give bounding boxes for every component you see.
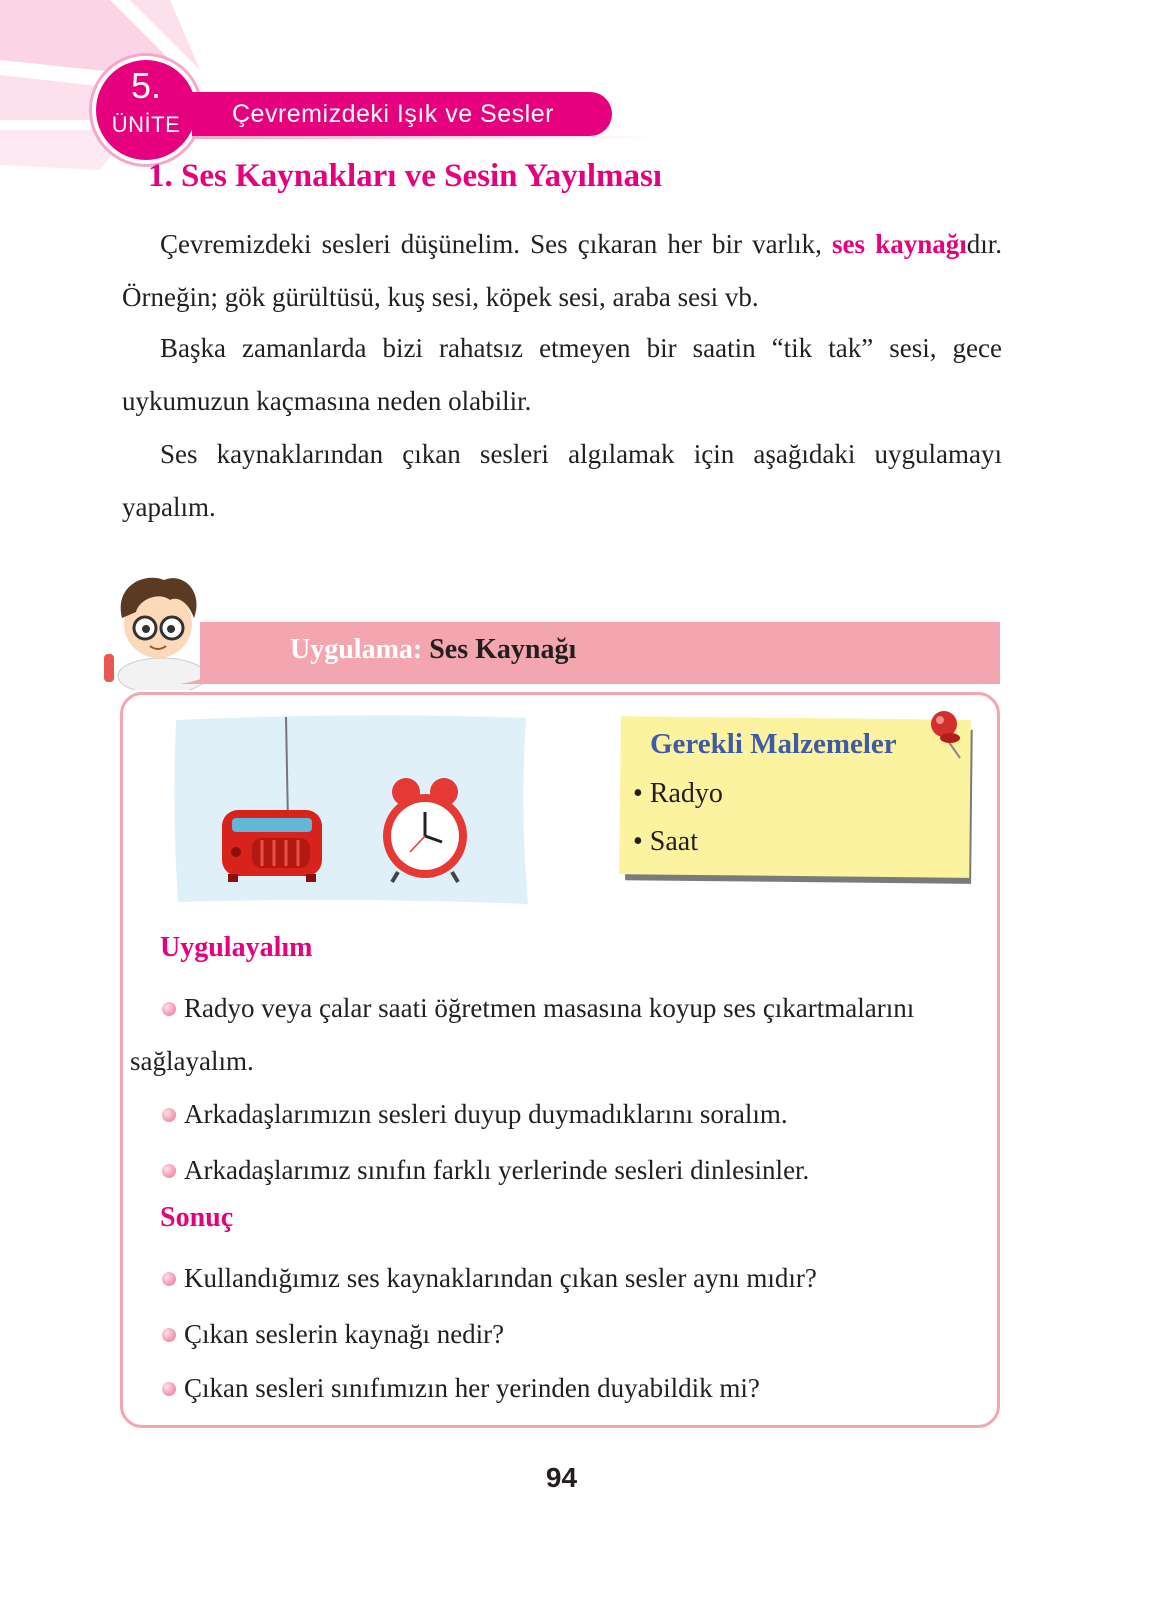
- materials-title: Gerekli Malzemeler: [650, 728, 897, 760]
- bullet-dot-icon: [162, 1272, 176, 1286]
- pushpin-icon: [926, 708, 968, 760]
- bullet-dot-icon: [162, 1382, 176, 1396]
- header-underline: [192, 136, 662, 139]
- apply-step-1: [130, 982, 990, 1088]
- apply-step-2: [162, 1088, 992, 1141]
- bullet-dot-icon: [162, 1002, 176, 1016]
- result-question-2-text: Çıkan seslerin kaynağı nedir?: [184, 1319, 505, 1349]
- apply-heading: Uygulayalım: [160, 932, 313, 963]
- materials-item-radio: • Radyo: [633, 778, 723, 809]
- activity-title: [290, 634, 576, 666]
- paragraph-3: Ses kaynaklarından çıkan sesleri algılamak için aşağıdaki uygulamayı yapalım.: [122, 439, 1002, 522]
- activity-label: Uygulama:: [290, 634, 423, 665]
- paragraph-1: [122, 218, 1002, 324]
- result-question-1-text: Kullandığımız ses kaynaklarından çıkan sesler aynı mıdır?: [184, 1263, 817, 1293]
- result-question-1: [162, 1252, 992, 1305]
- activity-name: Ses Kaynağı: [429, 634, 577, 665]
- unit-title: Çevremizdeki Işık ve Sesler: [192, 92, 612, 136]
- apply-step-1-text: Radyo veya çalar saati öğretmen masasına koyup ses çıkartmalarını sağlayalım.: [130, 993, 915, 1076]
- radio-clock-image: [170, 712, 530, 907]
- result-question-3-text: Çıkan sesleri sınıfımızın her yerinden duyabildik mi?: [184, 1373, 760, 1403]
- result-question-2: [162, 1308, 992, 1361]
- section-title: 1. Ses Kaynakları ve Sesin Yayılması: [148, 158, 662, 194]
- result-heading: Sonuç: [160, 1202, 234, 1233]
- paragraph-1-end: dır. Örneğin; gök gürültüsü, kuş sesi, köpek sesi, araba sesi vb.: [122, 229, 1002, 312]
- result-question-3: [162, 1362, 992, 1415]
- materials-item-clock: • Saat: [633, 826, 699, 857]
- apply-step-3: [162, 1144, 992, 1197]
- banner-curve-decoration: [160, 622, 280, 684]
- page-number: 94: [545, 1462, 578, 1493]
- unit-badge: [96, 60, 196, 160]
- apply-step-3-text: Arkadaşlarımız sınıfın farklı yerlerinde sesleri dinlesinler.: [184, 1155, 810, 1185]
- paragraph-2: Başka zamanlarda bizi rahatsız etmeyen bir saatin “tik tak” sesi, gece uykumuzun kaçmasına neden olabilir.: [122, 333, 1002, 416]
- bullet-dot-icon: [162, 1328, 176, 1342]
- paragraph-1-start: Çevremizdeki sesleri düşünelim. Ses çıkaran her bir varlık,: [160, 229, 833, 259]
- highlight-term: ses kaynağı: [832, 229, 967, 259]
- bullet-dot-icon: [162, 1164, 176, 1178]
- bullet-dot-icon: [162, 1108, 176, 1122]
- unit-number: 5.: [130, 65, 162, 106]
- apply-step-2-text: Arkadaşlarımızın sesleri duyup duymadıklarını soralım.: [184, 1099, 788, 1129]
- unit-word: ÜNİTE: [111, 112, 181, 137]
